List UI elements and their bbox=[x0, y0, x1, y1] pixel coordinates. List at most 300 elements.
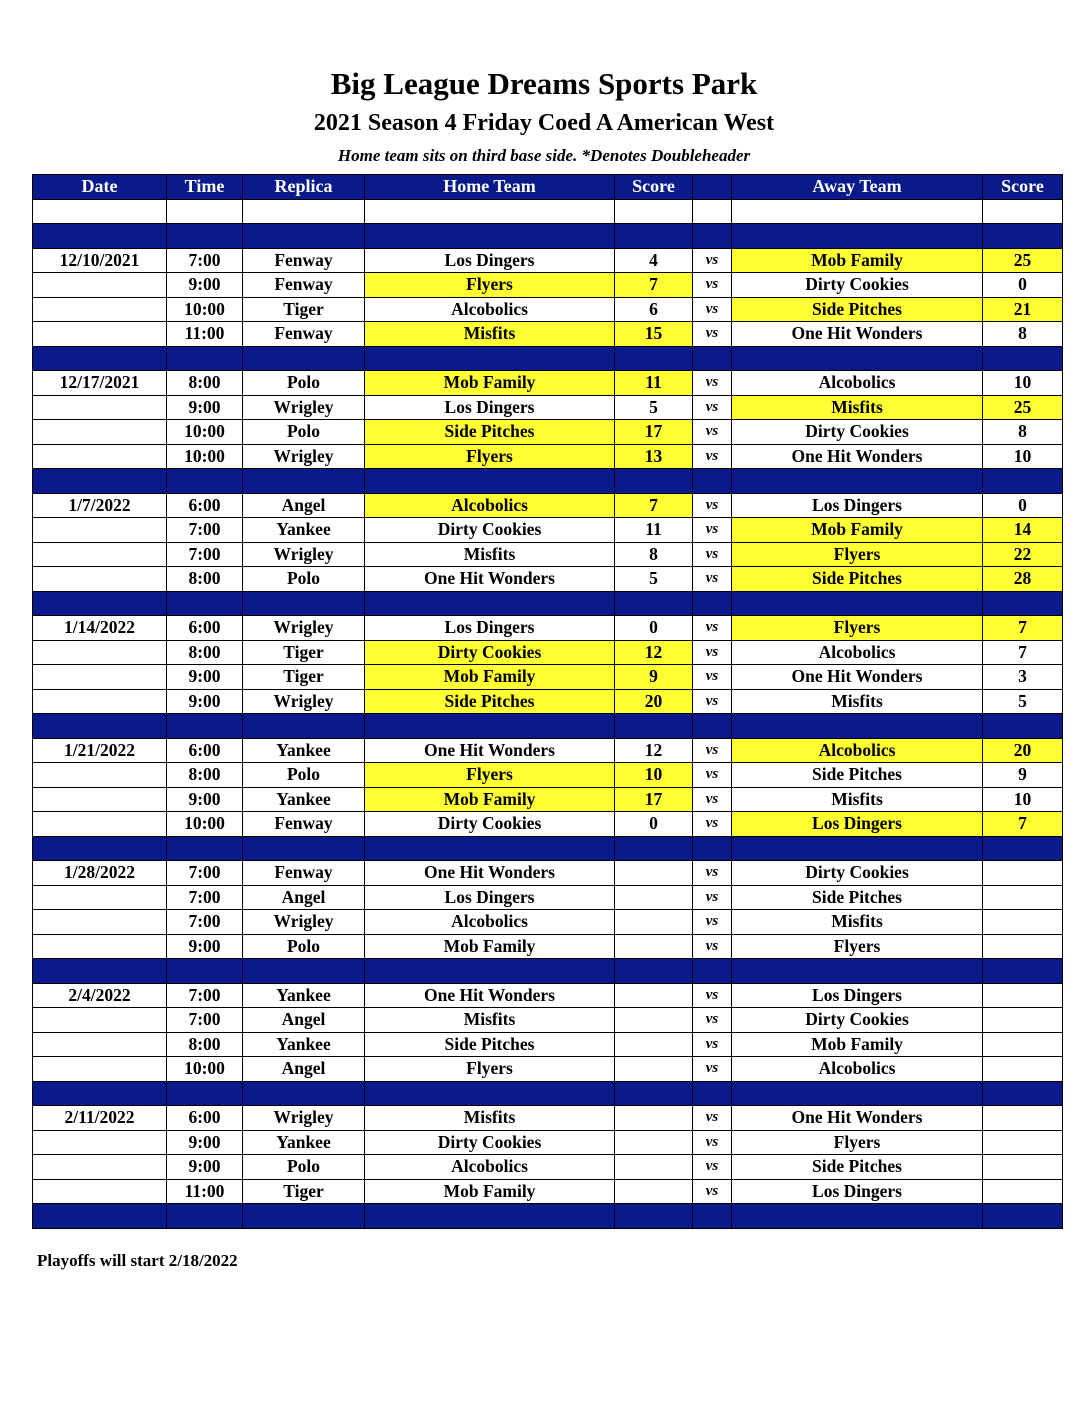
game-row bbox=[33, 1106, 1063, 1131]
empty-cell bbox=[365, 959, 615, 984]
empty-cell bbox=[983, 346, 1063, 371]
empty-cell bbox=[615, 224, 693, 249]
home-score: 0 bbox=[615, 812, 693, 837]
col-replica: Replica bbox=[243, 175, 365, 200]
empty-cell bbox=[693, 836, 732, 861]
home-score bbox=[615, 1106, 693, 1131]
away-score: 0 bbox=[983, 493, 1063, 518]
empty-cell bbox=[693, 1081, 732, 1106]
game-time: 10:00 bbox=[167, 297, 243, 322]
empty-cell bbox=[615, 199, 693, 224]
week-separator-row bbox=[33, 224, 1063, 249]
empty-cell bbox=[732, 714, 983, 739]
game-time: 7:00 bbox=[167, 1008, 243, 1033]
game-date bbox=[33, 395, 167, 420]
col-away-team: Away Team bbox=[732, 175, 983, 200]
game-replica: Wrigley bbox=[243, 542, 365, 567]
game-row bbox=[33, 297, 1063, 322]
game-date bbox=[33, 567, 167, 592]
home-team: One Hit Wonders bbox=[365, 983, 615, 1008]
game-date bbox=[33, 910, 167, 935]
away-team: Mob Family bbox=[732, 1032, 983, 1057]
away-team: Flyers bbox=[732, 616, 983, 641]
empty-cell bbox=[167, 224, 243, 249]
game-time: 10:00 bbox=[167, 1057, 243, 1082]
vs-label: vs bbox=[693, 1057, 732, 1082]
empty-cell bbox=[693, 346, 732, 371]
empty-cell bbox=[693, 959, 732, 984]
game-time: 9:00 bbox=[167, 665, 243, 690]
away-team: Side Pitches bbox=[732, 297, 983, 322]
home-score bbox=[615, 1032, 693, 1057]
game-row bbox=[33, 1008, 1063, 1033]
empty-cell bbox=[732, 591, 983, 616]
away-team: Dirty Cookies bbox=[732, 861, 983, 886]
away-score: 25 bbox=[983, 395, 1063, 420]
col-vs bbox=[693, 175, 732, 200]
game-replica: Fenway bbox=[243, 861, 365, 886]
week-separator-row bbox=[33, 959, 1063, 984]
home-score: 7 bbox=[615, 273, 693, 298]
vs-label: vs bbox=[693, 812, 732, 837]
game-replica: Tiger bbox=[243, 665, 365, 690]
home-team: Mob Family bbox=[365, 371, 615, 396]
game-replica: Wrigley bbox=[243, 1106, 365, 1131]
vs-label: vs bbox=[693, 297, 732, 322]
game-time: 8:00 bbox=[167, 1032, 243, 1057]
empty-cell bbox=[365, 591, 615, 616]
game-replica: Fenway bbox=[243, 273, 365, 298]
game-time: 7:00 bbox=[167, 910, 243, 935]
game-time: 9:00 bbox=[167, 395, 243, 420]
empty-cell bbox=[732, 346, 983, 371]
home-team: Side Pitches bbox=[365, 420, 615, 445]
game-replica: Yankee bbox=[243, 1032, 365, 1057]
game-date bbox=[33, 689, 167, 714]
empty-cell bbox=[365, 346, 615, 371]
home-team: Flyers bbox=[365, 763, 615, 788]
home-team: Los Dingers bbox=[365, 885, 615, 910]
game-row bbox=[33, 885, 1063, 910]
away-score: 9 bbox=[983, 763, 1063, 788]
empty-cell bbox=[33, 469, 167, 494]
away-score: 20 bbox=[983, 738, 1063, 763]
away-score: 7 bbox=[983, 640, 1063, 665]
game-date: 1/14/2022 bbox=[33, 616, 167, 641]
empty-cell bbox=[243, 199, 365, 224]
away-score bbox=[983, 983, 1063, 1008]
home-team: Side Pitches bbox=[365, 689, 615, 714]
empty-cell bbox=[33, 346, 167, 371]
empty-cell bbox=[983, 959, 1063, 984]
game-date bbox=[33, 1130, 167, 1155]
playoffs-note: Playoffs will start 2/18/2022 bbox=[37, 1251, 238, 1270]
vs-label: vs bbox=[693, 1155, 732, 1180]
vs-label: vs bbox=[693, 371, 732, 396]
empty-cell bbox=[615, 836, 693, 861]
game-replica: Fenway bbox=[243, 812, 365, 837]
empty-cell bbox=[693, 714, 732, 739]
vs-label: vs bbox=[693, 1179, 732, 1204]
col-home-team: Home Team bbox=[365, 175, 615, 200]
away-score: 14 bbox=[983, 518, 1063, 543]
vs-label: vs bbox=[693, 420, 732, 445]
away-team: Side Pitches bbox=[732, 1155, 983, 1180]
vs-label: vs bbox=[693, 273, 732, 298]
home-team: Mob Family bbox=[365, 934, 615, 959]
away-team: Misfits bbox=[732, 910, 983, 935]
home-score: 8 bbox=[615, 542, 693, 567]
game-row bbox=[33, 910, 1063, 935]
game-date bbox=[33, 665, 167, 690]
game-replica: Angel bbox=[243, 885, 365, 910]
away-score: 0 bbox=[983, 273, 1063, 298]
game-replica: Angel bbox=[243, 1008, 365, 1033]
home-team: One Hit Wonders bbox=[365, 861, 615, 886]
home-team: Flyers bbox=[365, 1057, 615, 1082]
game-date bbox=[33, 763, 167, 788]
game-time: 6:00 bbox=[167, 1106, 243, 1131]
home-team: Flyers bbox=[365, 273, 615, 298]
empty-cell bbox=[243, 591, 365, 616]
header-row bbox=[33, 175, 1063, 200]
away-team: Flyers bbox=[732, 1130, 983, 1155]
game-time: 7:00 bbox=[167, 542, 243, 567]
away-team: One Hit Wonders bbox=[732, 1106, 983, 1131]
empty-cell bbox=[167, 1081, 243, 1106]
game-row bbox=[33, 1155, 1063, 1180]
game-row bbox=[33, 665, 1063, 690]
away-score bbox=[983, 1130, 1063, 1155]
empty-cell bbox=[33, 199, 167, 224]
game-time: 7:00 bbox=[167, 518, 243, 543]
empty-cell bbox=[33, 591, 167, 616]
week-separator-row bbox=[33, 469, 1063, 494]
home-score: 17 bbox=[615, 787, 693, 812]
empty-cell bbox=[983, 1204, 1063, 1229]
game-replica: Wrigley bbox=[243, 444, 365, 469]
week-separator-row bbox=[33, 836, 1063, 861]
game-date bbox=[33, 273, 167, 298]
home-score: 9 bbox=[615, 665, 693, 690]
vs-label: vs bbox=[693, 738, 732, 763]
game-time: 10:00 bbox=[167, 812, 243, 837]
empty-cell bbox=[33, 714, 167, 739]
game-replica: Polo bbox=[243, 1155, 365, 1180]
vs-label: vs bbox=[693, 1008, 732, 1033]
home-score bbox=[615, 983, 693, 1008]
game-time: 8:00 bbox=[167, 640, 243, 665]
empty-cell bbox=[167, 346, 243, 371]
game-replica: Yankee bbox=[243, 738, 365, 763]
empty-cell bbox=[167, 1204, 243, 1229]
empty-cell bbox=[983, 199, 1063, 224]
empty-cell bbox=[615, 1204, 693, 1229]
empty-cell bbox=[615, 469, 693, 494]
empty-cell bbox=[615, 346, 693, 371]
away-score: 10 bbox=[983, 371, 1063, 396]
away-team: Flyers bbox=[732, 934, 983, 959]
vs-label: vs bbox=[693, 787, 732, 812]
home-team: Misfits bbox=[365, 542, 615, 567]
empty-cell bbox=[732, 469, 983, 494]
vs-label: vs bbox=[693, 444, 732, 469]
game-date bbox=[33, 640, 167, 665]
game-date bbox=[33, 518, 167, 543]
vs-label: vs bbox=[693, 493, 732, 518]
away-team: One Hit Wonders bbox=[732, 665, 983, 690]
away-team: Misfits bbox=[732, 787, 983, 812]
home-score: 12 bbox=[615, 738, 693, 763]
week-separator-row bbox=[33, 591, 1063, 616]
away-team: Misfits bbox=[732, 395, 983, 420]
game-replica: Fenway bbox=[243, 322, 365, 347]
vs-label: vs bbox=[693, 861, 732, 886]
game-replica: Polo bbox=[243, 371, 365, 396]
away-team: Misfits bbox=[732, 689, 983, 714]
game-date: 1/7/2022 bbox=[33, 493, 167, 518]
home-score: 17 bbox=[615, 420, 693, 445]
home-team: Side Pitches bbox=[365, 1032, 615, 1057]
game-row bbox=[33, 420, 1063, 445]
vs-label: vs bbox=[693, 542, 732, 567]
away-score bbox=[983, 1179, 1063, 1204]
col-away-score: Score bbox=[983, 175, 1063, 200]
empty-cell bbox=[167, 199, 243, 224]
game-row bbox=[33, 248, 1063, 273]
home-score: 11 bbox=[615, 518, 693, 543]
empty-cell bbox=[365, 469, 615, 494]
game-time: 7:00 bbox=[167, 885, 243, 910]
vs-label: vs bbox=[693, 518, 732, 543]
home-team: Misfits bbox=[365, 1008, 615, 1033]
game-replica: Tiger bbox=[243, 640, 365, 665]
empty-cell bbox=[983, 1081, 1063, 1106]
game-time: 7:00 bbox=[167, 248, 243, 273]
home-score: 0 bbox=[615, 616, 693, 641]
home-team: Dirty Cookies bbox=[365, 1130, 615, 1155]
home-score: 7 bbox=[615, 493, 693, 518]
col-home-score: Score bbox=[615, 175, 693, 200]
league-subtitle: 2021 Season 4 Friday Coed A American West bbox=[313, 110, 775, 136]
col-time: Time bbox=[167, 175, 243, 200]
home-team: Alcobolics bbox=[365, 297, 615, 322]
empty-cell bbox=[243, 224, 365, 249]
game-row bbox=[33, 518, 1063, 543]
game-date bbox=[33, 787, 167, 812]
away-score: 8 bbox=[983, 322, 1063, 347]
home-team: Mob Family bbox=[365, 787, 615, 812]
home-team: Los Dingers bbox=[365, 248, 615, 273]
game-row bbox=[33, 689, 1063, 714]
game-replica: Wrigley bbox=[243, 910, 365, 935]
empty-cell bbox=[365, 1204, 615, 1229]
away-score bbox=[983, 1057, 1063, 1082]
empty-cell bbox=[33, 1204, 167, 1229]
vs-label: vs bbox=[693, 322, 732, 347]
game-date bbox=[33, 812, 167, 837]
game-replica: Tiger bbox=[243, 1179, 365, 1204]
away-team: Side Pitches bbox=[732, 885, 983, 910]
game-replica: Tiger bbox=[243, 297, 365, 322]
empty-cell bbox=[167, 959, 243, 984]
away-score: 28 bbox=[983, 567, 1063, 592]
empty-cell bbox=[365, 199, 615, 224]
vs-label: vs bbox=[693, 885, 732, 910]
home-team: Flyers bbox=[365, 444, 615, 469]
game-time: 10:00 bbox=[167, 444, 243, 469]
away-score bbox=[983, 861, 1063, 886]
game-row bbox=[33, 1179, 1063, 1204]
blank-row bbox=[33, 199, 1063, 224]
game-row bbox=[33, 567, 1063, 592]
empty-cell bbox=[365, 1081, 615, 1106]
away-score bbox=[983, 910, 1063, 935]
empty-cell bbox=[615, 591, 693, 616]
game-date: 1/21/2022 bbox=[33, 738, 167, 763]
away-team: Los Dingers bbox=[732, 1179, 983, 1204]
game-date bbox=[33, 1008, 167, 1033]
game-date: 12/10/2021 bbox=[33, 248, 167, 273]
vs-label: vs bbox=[693, 665, 732, 690]
schedule-note: Home team sits on third base side. *Denotes Doubleheader bbox=[337, 146, 751, 165]
home-team: Dirty Cookies bbox=[365, 640, 615, 665]
game-replica: Yankee bbox=[243, 1130, 365, 1155]
game-time: 9:00 bbox=[167, 273, 243, 298]
empty-cell bbox=[732, 959, 983, 984]
game-row bbox=[33, 787, 1063, 812]
game-row bbox=[33, 640, 1063, 665]
schedule-table bbox=[32, 174, 1063, 1229]
away-team: Dirty Cookies bbox=[732, 1008, 983, 1033]
empty-cell bbox=[693, 224, 732, 249]
game-date bbox=[33, 444, 167, 469]
empty-cell bbox=[732, 224, 983, 249]
empty-cell bbox=[167, 591, 243, 616]
empty-cell bbox=[615, 959, 693, 984]
empty-cell bbox=[243, 1204, 365, 1229]
game-date bbox=[33, 1155, 167, 1180]
home-score: 13 bbox=[615, 444, 693, 469]
empty-cell bbox=[33, 836, 167, 861]
vs-label: vs bbox=[693, 763, 732, 788]
vs-label: vs bbox=[693, 689, 732, 714]
home-score bbox=[615, 861, 693, 886]
game-row bbox=[33, 444, 1063, 469]
away-score bbox=[983, 1032, 1063, 1057]
away-team: Dirty Cookies bbox=[732, 273, 983, 298]
empty-cell bbox=[693, 591, 732, 616]
game-row bbox=[33, 395, 1063, 420]
empty-cell bbox=[983, 591, 1063, 616]
vs-label: vs bbox=[693, 1032, 732, 1057]
game-row bbox=[33, 763, 1063, 788]
vs-label: vs bbox=[693, 934, 732, 959]
empty-cell bbox=[693, 469, 732, 494]
game-date bbox=[33, 885, 167, 910]
away-team: Mob Family bbox=[732, 518, 983, 543]
empty-cell bbox=[243, 1081, 365, 1106]
game-time: 9:00 bbox=[167, 1130, 243, 1155]
home-score: 20 bbox=[615, 689, 693, 714]
game-date bbox=[33, 1057, 167, 1082]
home-score bbox=[615, 885, 693, 910]
home-team: Misfits bbox=[365, 322, 615, 347]
away-score: 10 bbox=[983, 444, 1063, 469]
empty-cell bbox=[33, 959, 167, 984]
home-score: 5 bbox=[615, 395, 693, 420]
away-score bbox=[983, 885, 1063, 910]
away-score: 21 bbox=[983, 297, 1063, 322]
away-score: 7 bbox=[983, 812, 1063, 837]
game-date: 2/11/2022 bbox=[33, 1106, 167, 1131]
empty-cell bbox=[243, 959, 365, 984]
home-team: Dirty Cookies bbox=[365, 812, 615, 837]
game-time: 10:00 bbox=[167, 420, 243, 445]
empty-cell bbox=[615, 1081, 693, 1106]
game-row bbox=[33, 983, 1063, 1008]
away-team: Los Dingers bbox=[732, 493, 983, 518]
game-row bbox=[33, 322, 1063, 347]
game-replica: Wrigley bbox=[243, 616, 365, 641]
week-separator-row bbox=[33, 1204, 1063, 1229]
game-time: 8:00 bbox=[167, 763, 243, 788]
home-team: Alcobolics bbox=[365, 910, 615, 935]
away-team: Los Dingers bbox=[732, 812, 983, 837]
home-score: 6 bbox=[615, 297, 693, 322]
empty-cell bbox=[33, 224, 167, 249]
week-separator-row bbox=[33, 1081, 1063, 1106]
game-row bbox=[33, 812, 1063, 837]
home-score: 10 bbox=[615, 763, 693, 788]
away-score: 25 bbox=[983, 248, 1063, 273]
empty-cell bbox=[732, 836, 983, 861]
game-date bbox=[33, 542, 167, 567]
game-row bbox=[33, 1057, 1063, 1082]
away-team: One Hit Wonders bbox=[732, 322, 983, 347]
away-score: 3 bbox=[983, 665, 1063, 690]
game-replica: Wrigley bbox=[243, 689, 365, 714]
home-score: 5 bbox=[615, 567, 693, 592]
empty-cell bbox=[983, 469, 1063, 494]
away-team: Alcobolics bbox=[732, 371, 983, 396]
week-separator-row bbox=[33, 714, 1063, 739]
game-date: 2/4/2022 bbox=[33, 983, 167, 1008]
game-date bbox=[33, 1179, 167, 1204]
game-time: 7:00 bbox=[167, 983, 243, 1008]
empty-cell bbox=[33, 1081, 167, 1106]
game-time: 7:00 bbox=[167, 861, 243, 886]
home-score bbox=[615, 934, 693, 959]
game-date: 1/28/2022 bbox=[33, 861, 167, 886]
game-replica: Yankee bbox=[243, 983, 365, 1008]
game-time: 9:00 bbox=[167, 1155, 243, 1180]
empty-cell bbox=[365, 836, 615, 861]
home-score bbox=[615, 1130, 693, 1155]
home-score bbox=[615, 910, 693, 935]
away-score: 7 bbox=[983, 616, 1063, 641]
game-replica: Fenway bbox=[243, 248, 365, 273]
empty-cell bbox=[243, 714, 365, 739]
home-team: One Hit Wonders bbox=[365, 738, 615, 763]
vs-label: vs bbox=[693, 616, 732, 641]
game-date bbox=[33, 420, 167, 445]
away-score bbox=[983, 934, 1063, 959]
empty-cell bbox=[365, 714, 615, 739]
away-team: One Hit Wonders bbox=[732, 444, 983, 469]
away-score bbox=[983, 1008, 1063, 1033]
game-row bbox=[33, 273, 1063, 298]
